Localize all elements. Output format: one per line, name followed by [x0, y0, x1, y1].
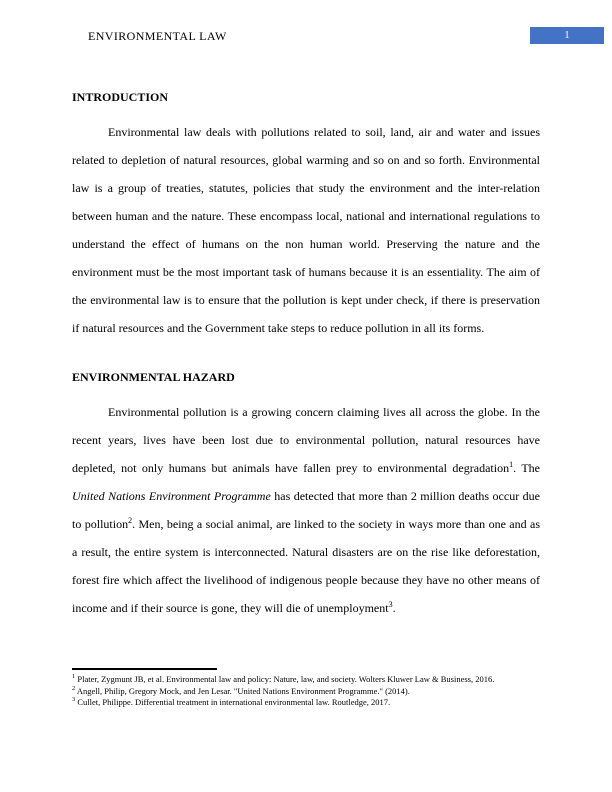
- hazard-text-3: has detected that more than 2 million deaths occur due to pollution: [72, 489, 540, 531]
- hazard-text-2: . The: [513, 461, 540, 475]
- document-body: [72, 90, 540, 622]
- section-heading-environmental-hazard: ENVIRONMENTAL HAZARD: [72, 370, 235, 384]
- introduction-text: Environmental law deals with pollutions related to soil, land, air and water and issues related to depletion of natural resources, global warming and so on and so forth. Environmental law is a group of treaties, statutes, policies that study the environment and the inter-relation between human and the nature. These encompass local, national and international regulations to understand the effect of humans on the non human world. Preserving the nature and the environment must be the most important task of humans because it is an essentiality. The aim of the environmental law is to ensure that the pollution is kept under check, if there is preservation if natural resources and the Government take steps to reduce pollution in all its forms.: [72, 125, 540, 335]
- footnote-3: [72, 697, 540, 709]
- hazard-paragraph: [72, 398, 540, 622]
- running-head: ENVIRONMENTAL LAW: [88, 29, 227, 43]
- footnote-ref-1: 1: [509, 460, 514, 469]
- footnote-3-text: Cullet, Philippe. Differential treatment in international environmental law. Routledge, 2017.: [75, 697, 391, 707]
- footnote-2-marker: 2: [72, 684, 76, 692]
- hazard-text-1: Environmental pollution is a growing concern claiming lives all across the globe. In the recent years, lives have been lost due to environmental pollution, natural resources have depleted, not only humans but animals have fallen prey to environmental degradation: [72, 405, 540, 475]
- footnote-ref-2: 2: [128, 516, 133, 525]
- footnote-2-text: Angell, Philip, Gregory Mock, and Jen Lesar. "United Nations Environment Programme." (2014).: [75, 685, 410, 696]
- footnote-1-text: Plater, Zygmunt JB, et al. Environmental law and policy: Nature, law, and society. Wolters Kluwer Law & Business, 2016.: [75, 674, 495, 684]
- footnote-1: [72, 674, 540, 686]
- page-number-badge: [530, 27, 604, 44]
- hazard-text-5: .: [392, 601, 396, 615]
- footnote-separator: [72, 668, 217, 670]
- section-heading-introduction: INTRODUCTION: [72, 90, 169, 104]
- footnote-2: [72, 686, 540, 698]
- footnote-ref-3: 3: [388, 600, 393, 609]
- footnote-1-marker: 1: [72, 673, 76, 681]
- hazard-text-4: . Men, being a social animal, are linked to the society in ways more than one and as a result, the entire system is interconnected. Natural disasters are on the rise like deforestation, forest fire which affect the livelihood of indigenous people because they have no other means of income and if their source is gone, they will die of unemployment: [72, 517, 541, 615]
- page-number: 1: [564, 30, 570, 41]
- footnotes-section: [72, 668, 540, 709]
- introduction-paragraph: [72, 118, 540, 342]
- org-name-italic: United Nations Environment Programme: [72, 489, 271, 503]
- footnote-3-marker: 3: [72, 696, 76, 704]
- page-header: [88, 27, 604, 45]
